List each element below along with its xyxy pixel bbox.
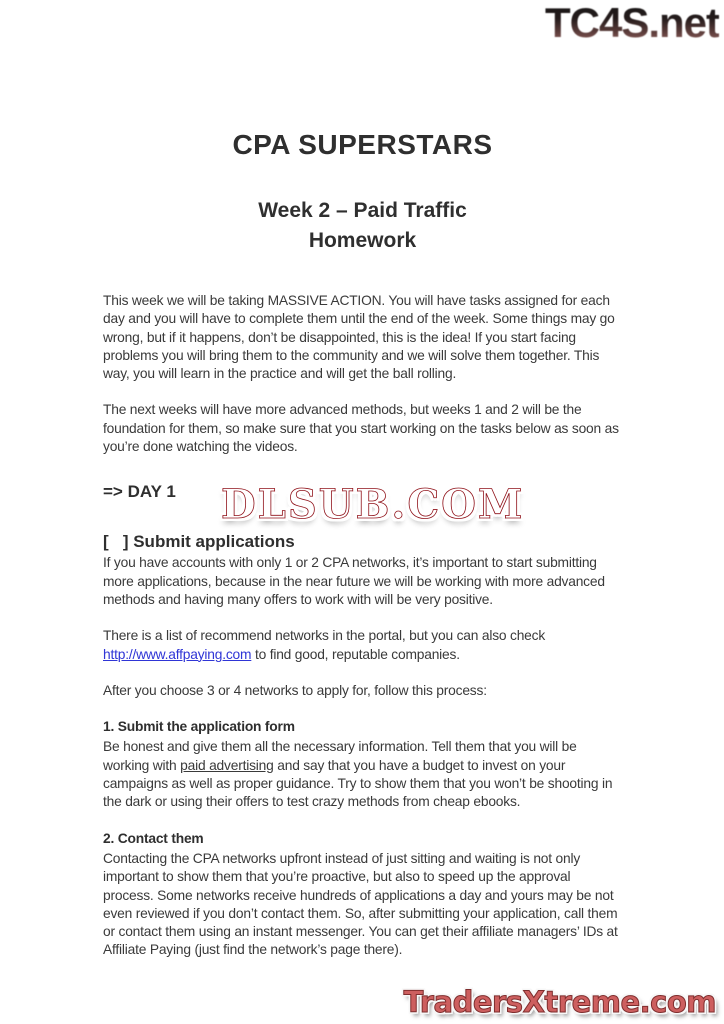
step1-underlined-phrase: paid advertising xyxy=(180,757,274,773)
tc4s-logo: TC4S.net xyxy=(544,0,719,46)
submit-applications-heading: [ ] Submit applications xyxy=(103,532,295,552)
step1-heading: 1. Submit the application form xyxy=(103,719,295,735)
step1-text-before-underline: Be honest and give them all the necessary information. Tell them that you will be working with xyxy=(103,739,577,773)
day1-heading: => DAY 1 xyxy=(103,482,176,502)
networks-text-before-link: There is a list of recommend networks in the portal, but you can also check xyxy=(103,628,546,644)
affpaying-link[interactable]: http://www.affpaying.com xyxy=(103,646,252,662)
step2-paragraph: Contacting the CPA networks upfront instead of just sitting and waiting is not only important to show them that you’re proactive, but also to speed up the approval process. Some networks receive hundreds of applications a day and yours may be not even reviewed if you don’t contact them. So, after submitting your application, call them or contact them using an instant messenger. You can get their affiliate managers’ IDs at Affiliate Paying (just find the network’s page there). xyxy=(103,850,618,958)
networks-text-after-link: to find good, reputable companies. xyxy=(251,646,460,662)
tradersxtreme-logo: TradersXtreme.com xyxy=(403,985,716,1019)
networks-paragraph xyxy=(103,627,622,664)
step1-paragraph xyxy=(103,738,622,811)
page-title: CPA SUPERSTARS xyxy=(232,129,493,160)
intro-paragraph-2: The next weeks will have more advanced methods, but weeks 1 and 2 will be the foundation for them, so make sure that you start working on the tasks below as soon as you’re done watching the videos. xyxy=(103,402,619,455)
doc-subtitle xyxy=(103,196,622,256)
document-content xyxy=(0,128,724,960)
task-intro-paragraph: If you have accounts with only 1 or 2 CPA networks, it’s important to start submitting more applications, because in the near future we will be working with more advanced methods and having many offers to work with will be very positive. xyxy=(103,555,605,607)
intro-paragraph-1: This week we will be taking MASSIVE ACTION. You will have tasks assigned for each day and you will have to complete them until the end of the week. Some things may go wrong, but if it happens, don’t be disappointed, this is the idea! If you start facing problems you will bring them to the community and we will solve them together. This way, you will learn in the practice and will get the ball rolling. xyxy=(103,293,615,382)
dlsub-watermark: DLSUB.COM xyxy=(221,481,525,528)
choose-networks-line: After you choose 3 or 4 networks to apply for, follow this process: xyxy=(103,682,487,698)
step1-text-after-underline: and say that you have a budget to invest on your campaigns as well as proper guidance. Try to show them that you won’t be shooting in the dark or using their offers to test crazy methods from cheap ebooks. xyxy=(103,757,613,810)
subtitle-line-1: Week 2 – Paid Traffic xyxy=(258,199,467,222)
step2-heading: 2. Contact them xyxy=(103,830,204,846)
subtitle-line-2: Homework xyxy=(308,229,417,252)
